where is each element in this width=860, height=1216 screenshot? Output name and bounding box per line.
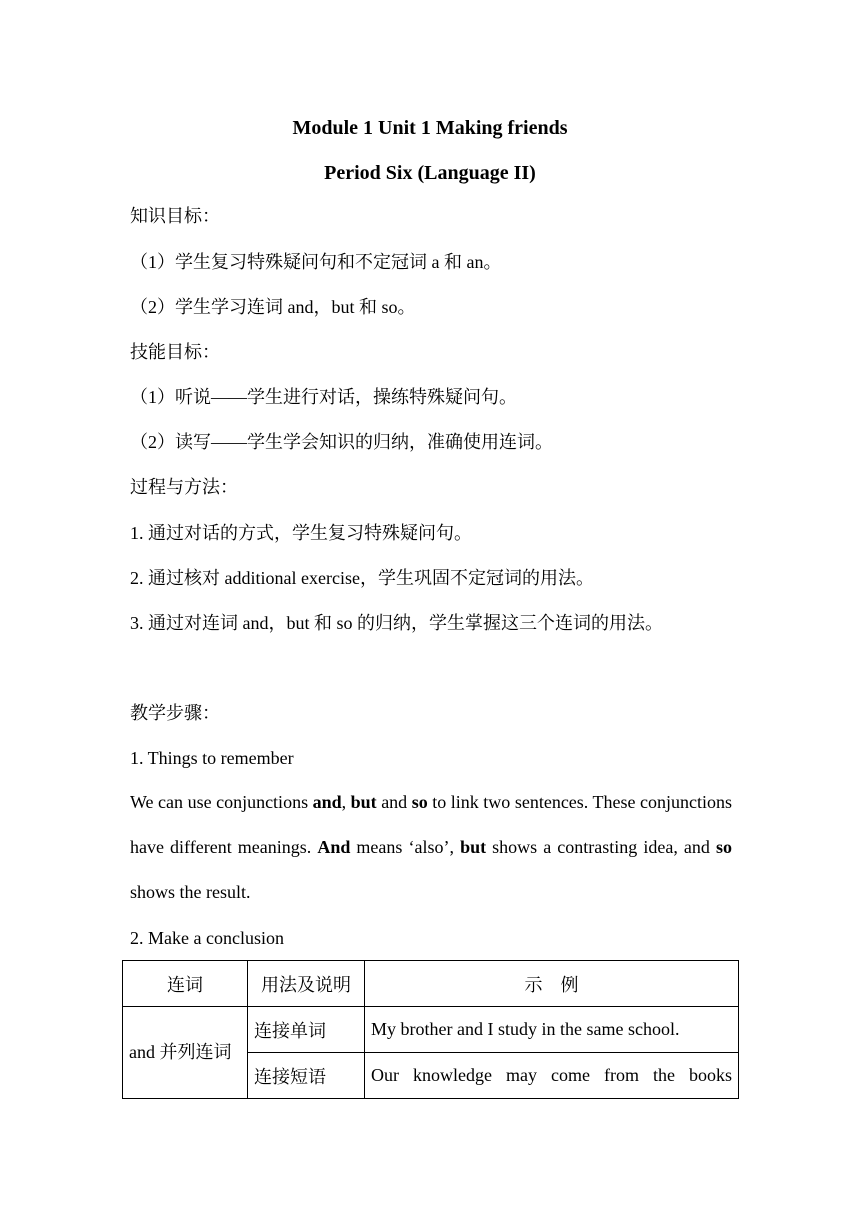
skill-item-1: （1）听说——学生进行对话，操练特殊疑问句。 (130, 387, 517, 407)
skill-heading: 技能目标： (130, 342, 220, 362)
process-item-1: 1. 通过对话的方式，学生复习特殊疑问句。 (130, 523, 472, 543)
knowledge-item-1: （1）学生复习特殊疑问句和不定冠词 a 和 an。 (130, 252, 502, 272)
document-subtitle: Period Six (Language II) (324, 162, 536, 184)
knowledge-heading: 知识目标： (130, 206, 220, 226)
process-item-2: 2. 通过核对 additional exercise，学生巩固不定冠词的用法。 (130, 568, 594, 588)
skill-item-2: （2）读写——学生学会知识的归纳，准确使用连词。 (130, 432, 553, 452)
document-title: Module 1 Unit 1 Making friends (292, 117, 568, 139)
conj-label: and 并列连词 (129, 1042, 232, 1062)
step1-paragraph: We can use conjunctions and, but and so to link two sentences. These conjunctions have different meanings. And means ‘also’, but shows a contrasting idea, and so shows the result. (130, 792, 732, 902)
conjunction-table (122, 960, 739, 1099)
process-heading: 过程与方法： (130, 477, 238, 497)
header-example: 示 例 (365, 961, 739, 1007)
table-row (123, 1007, 739, 1053)
conj-cell (123, 1007, 248, 1099)
step2-heading: 2. Make a conclusion (130, 928, 284, 948)
usage-cell: 连接单词 (248, 1007, 365, 1053)
table-header-row (123, 961, 739, 1007)
example-cell: My brother and I study in the same school. (365, 1007, 739, 1053)
header-conjunction: 连词 (123, 961, 248, 1007)
steps-heading: 教学步骤： (130, 703, 220, 723)
example-cell: Our knowledge may come from the books (365, 1053, 739, 1099)
knowledge-item-2: （2）学生学习连词 and，but 和 so。 (130, 297, 416, 317)
process-item-3: 3. 通过对连词 and，but 和 so 的归纳，学生掌握这三个连词的用法。 (130, 613, 663, 633)
step1-heading: 1. Things to remember (130, 748, 294, 768)
usage-cell: 连接短语 (248, 1053, 365, 1099)
header-usage: 用法及说明 (248, 961, 365, 1007)
